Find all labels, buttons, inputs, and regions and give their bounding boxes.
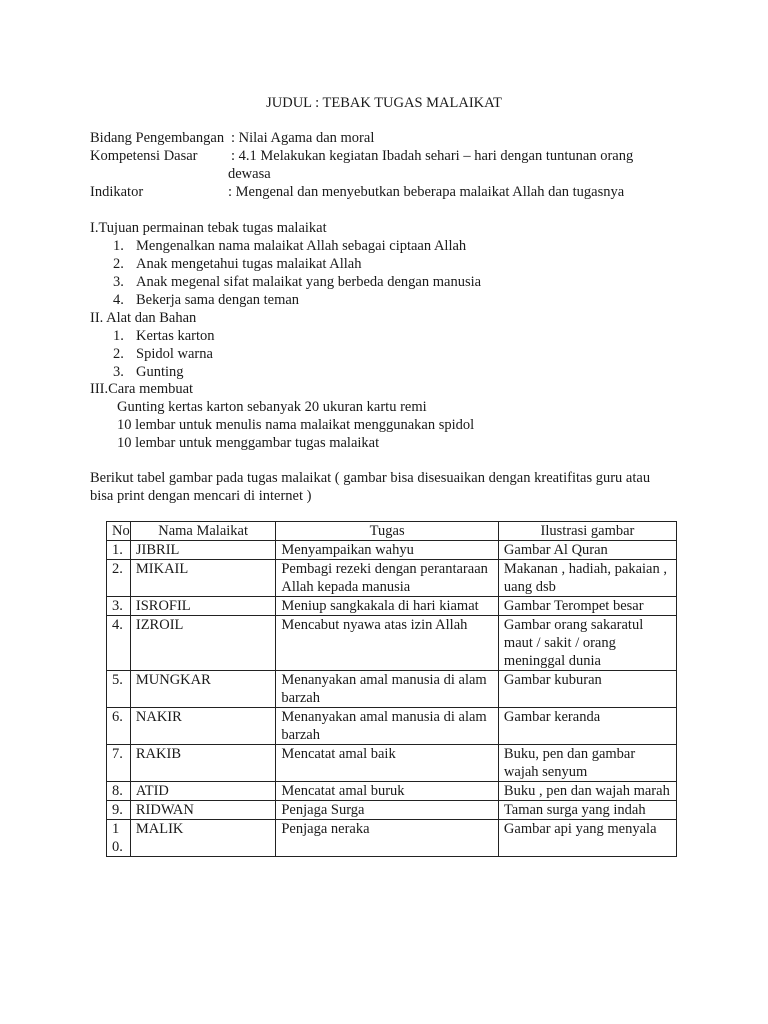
header-tugas: Tugas xyxy=(276,522,499,541)
cell-nama: MALIK xyxy=(130,820,275,857)
cell-nama: ATID xyxy=(130,782,275,801)
tujuan-item: 4. Bekerja sama dengan teman xyxy=(113,292,300,308)
cell-nama: IZROIL xyxy=(130,616,275,671)
bidang-label: Bidang Pengembangan xyxy=(90,130,225,146)
header-nama: Nama Malaikat xyxy=(130,522,275,541)
cell-tugas: Pembagi rezeki dengan perantaraan Allah kepada manusia xyxy=(276,560,499,597)
cell-ilustrasi: Gambar kuburan xyxy=(498,671,676,708)
cell-tugas: Menanyakan amal manusia di alam barzah xyxy=(276,671,499,708)
cell-tugas: Mencatat amal buruk xyxy=(276,782,499,801)
cell-ilustrasi: Gambar orang sakaratul maut / sakit / orang meninggal dunia xyxy=(498,616,676,671)
table-row xyxy=(107,782,677,801)
cell-nama: RIDWAN xyxy=(130,801,275,820)
table-row xyxy=(107,745,677,782)
cell-no: 8. xyxy=(107,782,131,801)
cell-no: 9. xyxy=(107,801,131,820)
cell-tugas: Penjaga Surga xyxy=(276,801,499,820)
cell-ilustrasi: Taman surga yang indah xyxy=(498,801,676,820)
kompetensi-label: Kompetensi Dasar xyxy=(90,148,198,164)
cell-ilustrasi: Buku , pen dan wajah marah xyxy=(498,782,676,801)
cell-nama: NAKIR xyxy=(130,708,275,745)
cell-ilustrasi: Gambar api yang menyala xyxy=(498,820,676,857)
cell-ilustrasi: Gambar Terompet besar xyxy=(498,597,676,616)
cell-tugas: Mencatat amal baik xyxy=(276,745,499,782)
cell-no: 5. xyxy=(107,671,131,708)
cell-no: 1. xyxy=(107,541,131,560)
cell-tugas: Penjaga neraka xyxy=(276,820,499,857)
table-row xyxy=(107,801,677,820)
table-header-row xyxy=(107,522,677,541)
tujuan-item: 2. Anak mengetahui tugas malaikat Allah xyxy=(113,256,362,272)
alat-item: 2. Spidol warna xyxy=(113,346,213,362)
table-row xyxy=(107,560,677,597)
cell-no: 3. xyxy=(107,597,131,616)
document-title: JUDUL : TEBAK TUGAS MALAIKAT xyxy=(266,95,502,111)
cell-tugas: Menanyakan amal manusia di alam barzah xyxy=(276,708,499,745)
cell-nama: MUNGKAR xyxy=(130,671,275,708)
cell-nama: JIBRIL xyxy=(130,541,275,560)
cara-line: 10 lembar untuk menggambar tugas malaikat xyxy=(117,435,380,451)
cell-no: 2. xyxy=(107,560,131,597)
table-row xyxy=(107,541,677,560)
cell-ilustrasi: Buku, pen dan gambar wajah senyum xyxy=(498,745,676,782)
malaikat-table xyxy=(106,521,677,857)
table-row xyxy=(107,708,677,745)
indikator-value: : Mengenal dan menyebutkan beberapa malaikat Allah dan tugasnya xyxy=(228,184,625,200)
table-row xyxy=(107,820,677,857)
kompetensi-value-cont: dewasa xyxy=(228,166,271,182)
tujuan-item: 3. Anak megenal sifat malaikat yang berbeda dengan manusia xyxy=(113,274,482,290)
section-cara-heading: III.Cara membuat xyxy=(90,381,194,397)
cell-tugas: Meniup sangkakala di hari kiamat xyxy=(276,597,499,616)
kompetensi-value: : 4.1 Melakukan kegiatan Ibadah sehari – hari dengan tuntunan orang xyxy=(231,148,634,164)
cell-ilustrasi: Gambar keranda xyxy=(498,708,676,745)
cell-no: 4. xyxy=(107,616,131,671)
intro-line-2: bisa print dengan mencari di internet ) xyxy=(90,488,312,504)
cell-no: 10. xyxy=(107,820,131,857)
tujuan-item: 1. Mengenalkan nama malaikat Allah sebagai ciptaan Allah xyxy=(113,238,467,254)
cell-nama: MIKAIL xyxy=(130,560,275,597)
cell-no: 6. xyxy=(107,708,131,745)
header-no: No xyxy=(107,522,131,541)
alat-item: 1. Kertas karton xyxy=(113,328,215,344)
section-tujuan-heading: I.Tujuan permainan tebak tugas malaikat xyxy=(90,220,327,236)
indikator-label: Indikator xyxy=(90,184,144,200)
cell-tugas: Mencabut nyawa atas izin Allah xyxy=(276,616,499,671)
table-row xyxy=(107,616,677,671)
bidang-value: : Nilai Agama dan moral xyxy=(231,130,375,146)
cell-tugas: Menyampaikan wahyu xyxy=(276,541,499,560)
alat-item: 3. Gunting xyxy=(113,364,184,380)
cara-line: 10 lembar untuk menulis nama malaikat menggunakan spidol xyxy=(117,417,475,433)
cara-line: Gunting kertas karton sebanyak 20 ukuran kartu remi xyxy=(117,399,427,415)
header-ilustrasi: Ilustrasi gambar xyxy=(498,522,676,541)
cell-ilustrasi: Makanan , hadiah, pakaian , uang dsb xyxy=(498,560,676,597)
section-alat-heading: II. Alat dan Bahan xyxy=(90,310,197,326)
cell-nama: ISROFIL xyxy=(130,597,275,616)
cell-no: 7. xyxy=(107,745,131,782)
cell-nama: RAKIB xyxy=(130,745,275,782)
cell-ilustrasi: Gambar Al Quran xyxy=(498,541,676,560)
intro-line-1: Berikut tabel gambar pada tugas malaikat ( gambar bisa disesuaikan dengan kreatifitas guru atau xyxy=(90,470,651,486)
table-row xyxy=(107,671,677,708)
table-row xyxy=(107,597,677,616)
